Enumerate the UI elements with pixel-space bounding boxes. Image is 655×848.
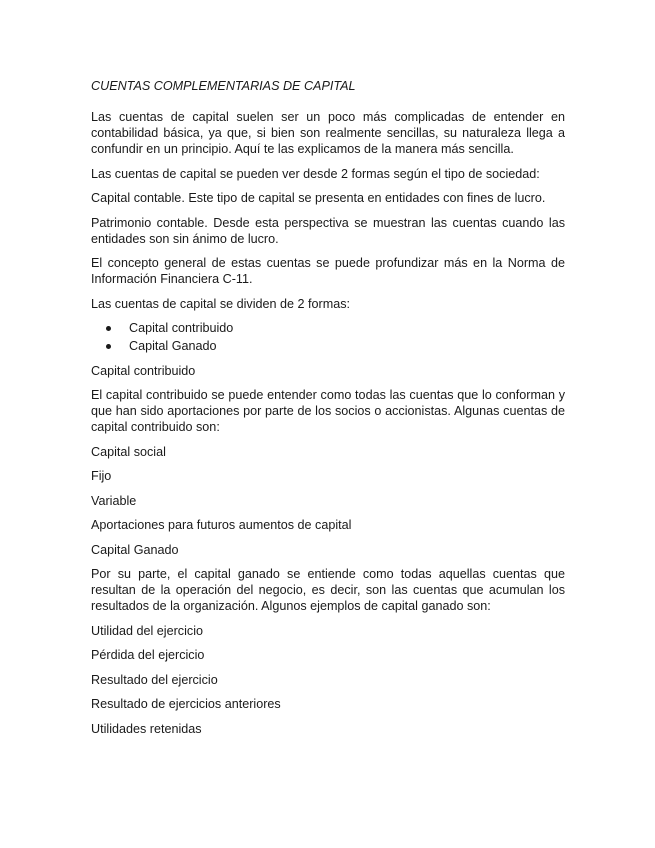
section-heading-ganado: Capital Ganado [91, 542, 179, 557]
contribuido-item: Capital social [91, 444, 166, 459]
contribuido-description: El capital contribuido se puede entender como todas las cuentas que lo conforman y que han sido aportaciones por parte de los socios o accionistas. Algunas cuentas de capital contribuido son: [91, 388, 565, 434]
contribuido-item: Fijo [91, 469, 112, 483]
ganado-item: Resultado de ejercicios anteriores [91, 697, 281, 711]
contribuido-item: Variable [91, 493, 137, 508]
capital-types-list [91, 320, 565, 354]
ganado-item: Utilidad del ejercicio [91, 623, 203, 638]
section-heading-contribuido: Capital contribuido [91, 363, 196, 378]
bullet-icon [106, 326, 111, 331]
document-body [91, 78, 565, 745]
list-item-label: Capital contribuido [129, 321, 234, 335]
ganado-item: Resultado del ejercicio [91, 672, 218, 687]
intro-paragraph: Las cuentas de capital suelen ser un poco más complicadas de entender en contabilidad básica, ya que, si bien son realmente sencillas, su naturaleza llega a confundir en un principio. Aquí te las explicamos de la manera más sencilla. [91, 110, 565, 156]
document-title: CUENTAS COMPLEMENTARIAS DE CAPITAL [91, 79, 356, 93]
ganado-item: Pérdida del ejercicio [91, 648, 205, 662]
ganado-item: Utilidades retenidas [91, 721, 202, 736]
bullet-icon [106, 344, 111, 349]
list-item-label: Capital Ganado [129, 339, 217, 353]
ganado-description: Por su parte, el capital ganado se entiende como todas aquellas cuentas que resultan de la operación del negocio, es decir, son las cuentas que acumulan los resultados de la organización. Algunos ejemplos de capital ganado son: [91, 567, 565, 613]
list-item [129, 338, 565, 354]
contribuido-item: Aportaciones para futuros aumentos de capital [91, 518, 352, 532]
intro-paragraph: Las cuentas de capital se pueden ver desde 2 formas según el tipo de sociedad: [91, 166, 540, 181]
intro-paragraph: Patrimonio contable. Desde esta perspectiva se muestran las cuentas cuando las entidades son sin ánimo de lucro. [91, 215, 565, 246]
intro-paragraph: El concepto general de estas cuentas se puede profundizar más en la Norma de Información Financiera C-11. [91, 256, 565, 286]
list-item [129, 320, 565, 336]
intro-paragraph: Capital contable. Este tipo de capital se presenta en entidades con fines de lucro. [91, 191, 546, 205]
intro-paragraph: Las cuentas de capital se dividen de 2 formas: [91, 296, 351, 311]
